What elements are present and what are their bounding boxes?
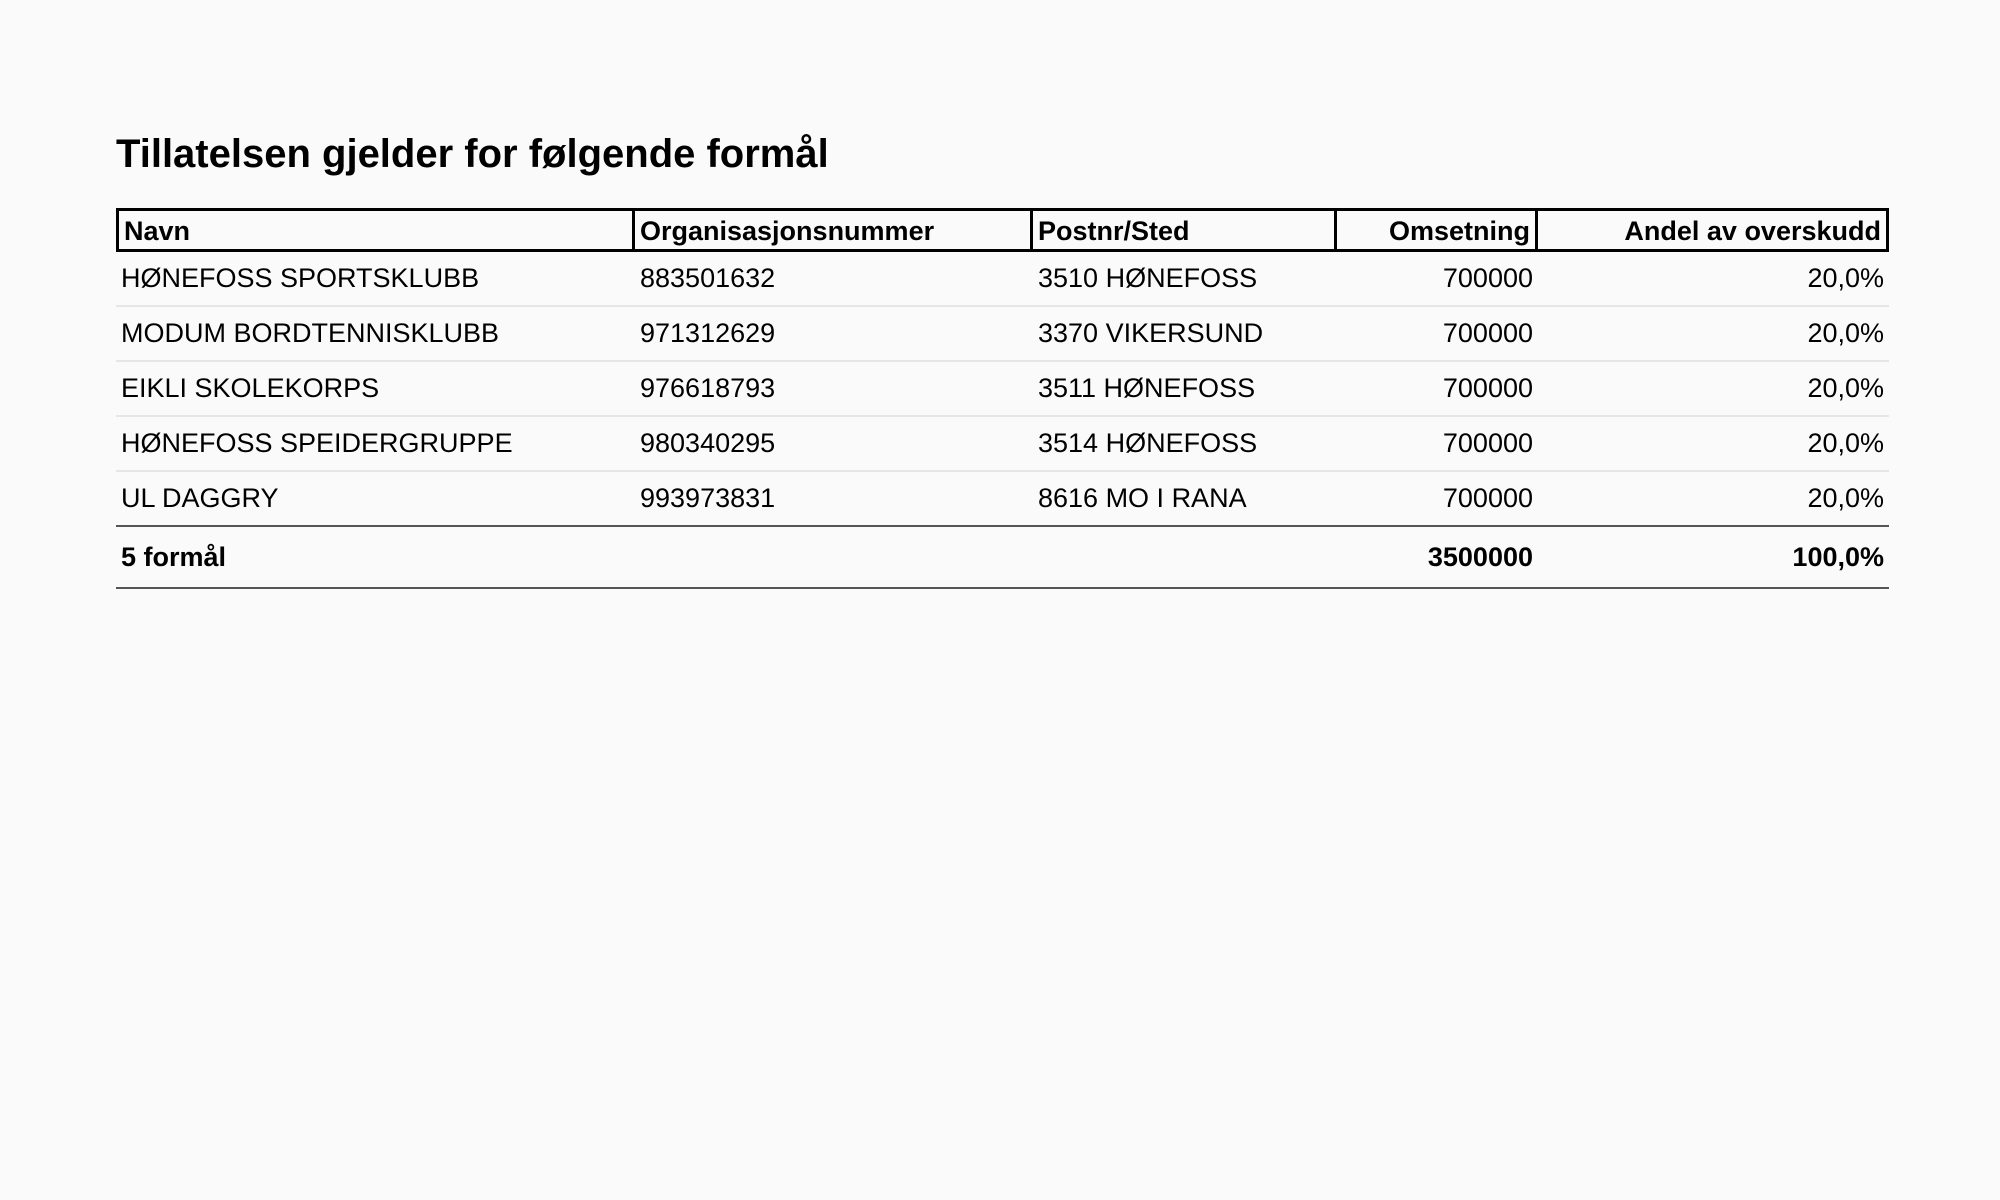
- table-row: [116, 417, 1889, 472]
- document-content: [116, 128, 1889, 589]
- cell-turnover: 700000: [1337, 417, 1538, 472]
- cell-postcode-place: 8616 MO I RANA: [1033, 472, 1337, 527]
- table-row: [116, 472, 1889, 527]
- cell-turnover: 700000: [1337, 307, 1538, 362]
- purposes-table: [116, 208, 1889, 589]
- footer-label: 5 formål: [116, 527, 635, 589]
- cell-profit-share: 20,0%: [1538, 252, 1889, 307]
- cell-turnover: 700000: [1337, 362, 1538, 417]
- table-row: [116, 362, 1889, 417]
- cell-postcode-place: 3511 HØNEFOSS: [1033, 362, 1337, 417]
- cell-name: EIKLI SKOLEKORPS: [116, 362, 635, 417]
- cell-name: MODUM BORDTENNISKLUBB: [116, 307, 635, 362]
- cell-name: UL DAGGRY: [116, 472, 635, 527]
- cell-profit-share: 20,0%: [1538, 472, 1889, 527]
- table-row: [116, 307, 1889, 362]
- cell-turnover: 700000: [1337, 472, 1538, 527]
- footer-empty-cell: [1033, 527, 1337, 589]
- cell-profit-share: 20,0%: [1538, 417, 1889, 472]
- cell-postcode-place: 3510 HØNEFOSS: [1033, 252, 1337, 307]
- cell-name: HØNEFOSS SPEIDERGRUPPE: [116, 417, 635, 472]
- footer-empty-cell: [635, 527, 1033, 589]
- header-org-number: Organisasjonsnummer: [635, 208, 1033, 252]
- footer-total-turnover: 3500000: [1337, 527, 1538, 589]
- table-row: [116, 252, 1889, 307]
- table-footer-row: [116, 527, 1889, 589]
- cell-turnover: 700000: [1337, 252, 1538, 307]
- footer-total-share: 100,0%: [1538, 527, 1889, 589]
- table-header-row: [116, 208, 1889, 252]
- cell-org-number: 980340295: [635, 417, 1033, 472]
- page-title: Tillatelsen gjelder for følgende formål: [116, 132, 829, 176]
- cell-profit-share: 20,0%: [1538, 307, 1889, 362]
- cell-profit-share: 20,0%: [1538, 362, 1889, 417]
- header-turnover: Omsetning: [1337, 208, 1538, 252]
- cell-org-number: 976618793: [635, 362, 1033, 417]
- header-profit-share: Andel av overskudd: [1538, 208, 1889, 252]
- header-postcode-place: Postnr/Sted: [1033, 208, 1337, 252]
- cell-postcode-place: 3514 HØNEFOSS: [1033, 417, 1337, 472]
- header-name: Navn: [116, 208, 635, 252]
- cell-org-number: 993973831: [635, 472, 1033, 527]
- cell-org-number: 883501632: [635, 252, 1033, 307]
- cell-postcode-place: 3370 VIKERSUND: [1033, 307, 1337, 362]
- cell-org-number: 971312629: [635, 307, 1033, 362]
- cell-name: HØNEFOSS SPORTSKLUBB: [116, 252, 635, 307]
